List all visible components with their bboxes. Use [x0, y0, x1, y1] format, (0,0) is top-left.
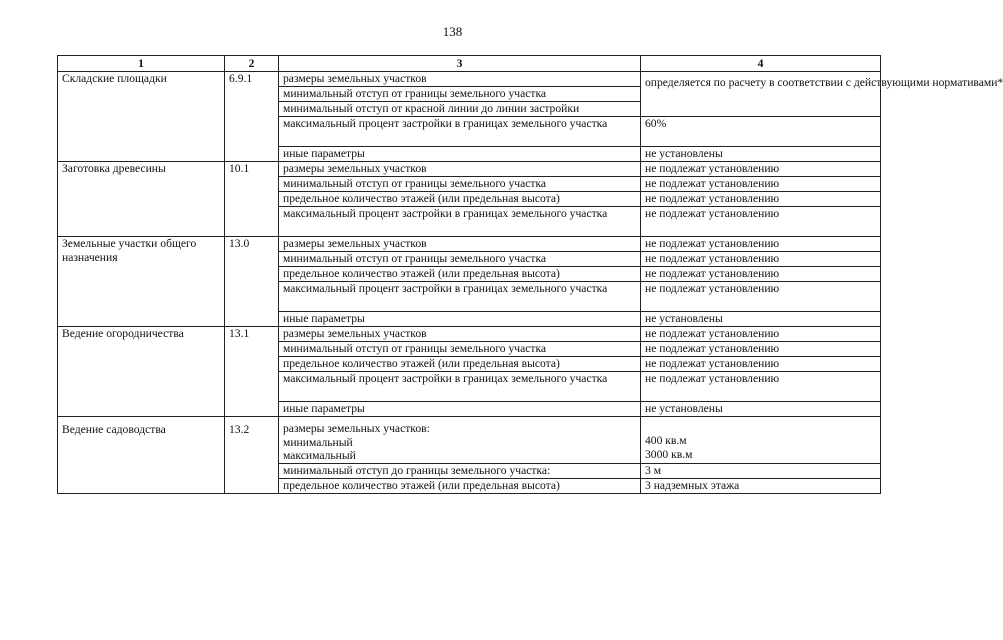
header-col-3: 3: [279, 56, 641, 72]
value-cell: определяется по расчету в соответствии с действующими нормативами*: [641, 72, 881, 117]
value-line: 400 кв.м: [645, 434, 687, 447]
value-cell: не подлежат установлению: [641, 267, 881, 282]
param-cell: минимальный отступ от границы земельного участка: [279, 342, 641, 357]
param-cell: размеры земельных участков: [279, 162, 641, 177]
value-cell: 3 м: [641, 464, 881, 479]
param-cell: минимальный отступ от красной линии до линии застройки: [279, 102, 641, 117]
param-cell: иные параметры: [279, 147, 641, 162]
value-cell: не подлежат установлению: [641, 372, 881, 402]
value-cell: не подлежат установлению: [641, 282, 881, 312]
param-cell: иные параметры: [279, 312, 641, 327]
param-cell: максимальный процент застройки в границах земельного участка: [279, 282, 641, 312]
use-code: 13.1: [225, 327, 279, 417]
param-cell: минимальный отступ до границы земельного участка:: [279, 464, 641, 479]
use-code: 6.9.1: [225, 72, 279, 162]
table-row: [58, 327, 881, 342]
regulations-table: [57, 55, 1003, 494]
param-cell: предельное количество этажей (или предельная высота): [279, 357, 641, 372]
param-cell: предельное количество этажей (или предельная высота): [279, 267, 641, 282]
value-cell: не подлежат установлению: [641, 177, 881, 192]
value-cell: не подлежат установлению: [641, 357, 881, 372]
value-cell: [641, 417, 881, 464]
value-cell: не подлежат установлению: [641, 207, 881, 237]
table-row: [58, 417, 881, 464]
header-row: [58, 56, 881, 72]
use-code: 10.1: [225, 162, 279, 237]
value-cell: 60%: [641, 117, 881, 147]
value-cell: не подлежат установлению: [641, 192, 881, 207]
header-col-4: 4: [641, 56, 881, 72]
param-cell: размеры земельных участков: [279, 237, 641, 252]
use-name: Ведение садоводства: [58, 417, 225, 494]
table-row: [58, 72, 881, 87]
value-cell: не подлежат установлению: [641, 237, 881, 252]
param-line: максимальный: [283, 449, 356, 463]
header-col-2: 2: [225, 56, 279, 72]
param-cell: предельное количество этажей (или предельная высота): [279, 479, 641, 494]
param-cell: размеры земельных участков: [279, 72, 641, 87]
use-name: Заготовка древесины: [58, 162, 225, 237]
param-cell: предельное количество этажей (или предельная высота): [279, 192, 641, 207]
table-row: [58, 162, 881, 177]
value-cell: не подлежат установлению: [641, 162, 881, 177]
param-cell: минимальный отступ от границы земельного участка: [279, 252, 641, 267]
value-cell: не установлены: [641, 147, 881, 162]
page-number: 138: [442, 24, 463, 39]
value-cell: не установлены: [641, 402, 881, 417]
use-name: Ведение огородничества: [58, 327, 225, 417]
value-cell: не установлены: [641, 312, 881, 327]
param-cell: максимальный процент застройки в границах земельного участка: [279, 207, 641, 237]
value-cell: не подлежат установлению: [641, 342, 881, 357]
value-cell: не подлежат установлению: [641, 252, 881, 267]
param-cell: размеры земельных участков: [279, 327, 641, 342]
value-line: 3000 кв.м: [645, 447, 693, 461]
param-cell: максимальный процент застройки в границах земельного участка: [279, 372, 641, 402]
param-cell: [279, 417, 641, 464]
param-cell: минимальный отступ от границы земельного участка: [279, 87, 641, 102]
use-name: Складские площадки: [58, 72, 225, 162]
table-row: [58, 237, 881, 252]
use-code: 13.0: [225, 237, 279, 327]
param-cell: максимальный процент застройки в границах земельного участка: [279, 117, 641, 147]
use-name: Земельные участки общего назначения: [58, 237, 225, 327]
value-cell: не подлежат установлению: [641, 327, 881, 342]
value-cell: 3 надземных этажа: [641, 479, 881, 494]
header-col-1: 1: [58, 56, 225, 72]
param-line: размеры земельных участков:: [283, 422, 430, 435]
param-cell: иные параметры: [279, 402, 641, 417]
use-code: 13.2: [225, 417, 279, 494]
param-cell: минимальный отступ от границы земельного участка: [279, 177, 641, 192]
param-line: минимальный: [283, 435, 353, 449]
